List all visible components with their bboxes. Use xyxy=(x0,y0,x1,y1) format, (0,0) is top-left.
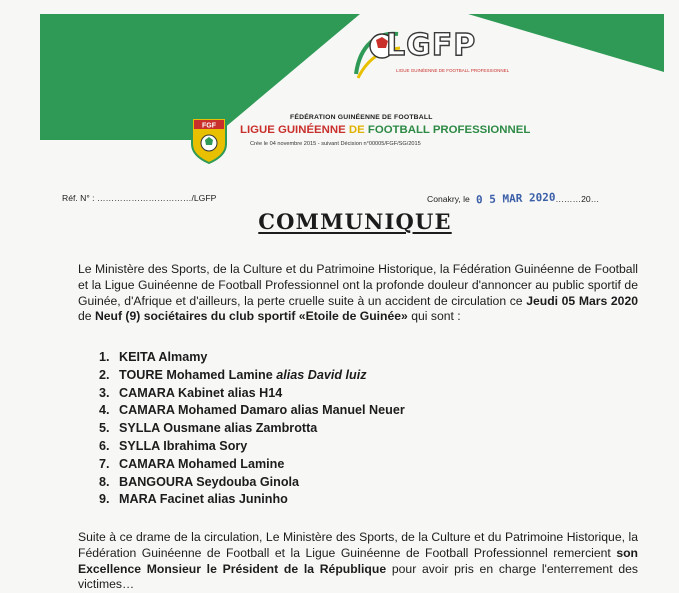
federation-name: FÉDÉRATION GUINÉENNE DE FOOTBALL xyxy=(290,114,433,121)
crest-text: FGF xyxy=(202,122,216,130)
list-item: 9. MARA Facinet alias Juninho xyxy=(99,492,288,507)
date-stamp: 0 5 MAR 2020 xyxy=(475,190,556,207)
victim-name: CAMARA Mohamed Damaro alias Manuel Neuer xyxy=(119,403,405,418)
victim-alias: alias David luiz xyxy=(276,367,367,382)
fgf-crest-icon xyxy=(190,116,228,164)
victim-name: CAMARA Kabinet alias H14 xyxy=(119,385,283,400)
victim-name: SYLLA Ibrahima Sory xyxy=(119,438,248,453)
intro-text-3: qui sont : xyxy=(407,309,461,324)
year-suffix: ………20… xyxy=(555,194,600,204)
victims-list xyxy=(99,349,405,509)
reference-number: Réf. N° : ……………………………/LGFP xyxy=(62,193,217,203)
list-item: 4. CAMARA Mohamed Damaro alias Manuel Neuer xyxy=(99,403,405,418)
victim-name: CAMARA Mohamed Lamine xyxy=(119,456,285,471)
league-name-part3: FOOTBALL PROFESSIONNEL xyxy=(367,124,531,136)
victim-name: SYLLA Ousmane alias Zambrotta xyxy=(119,421,318,436)
intro-text-1: Le Ministère des Sports, de la Culture et du Patrimoine Historique, la Fédération Guinéenne de Football et la Ligue Guinéenne de Football Professionnel ont la profonde douleur d'annoncer au public sportif de Guinée, d'Afrique et d'ailleurs, la perte cruelle suite à un accident de circulation ce xyxy=(78,262,638,308)
victim-name: KEITA Almamy xyxy=(119,350,208,364)
closing-text-2: pour avoir pris en charge l'enterrement des victimes… xyxy=(78,561,638,592)
list-item: 6. SYLLA Ibrahima Sory xyxy=(99,438,248,453)
logo-subtitle: LIGUE GUINÉENNE DE FOOTBALL PROFESSIONNEL xyxy=(396,68,510,73)
document-title: COMMUNIQUE xyxy=(258,209,452,234)
league-name-part2: DE xyxy=(348,124,365,136)
closing-text-1: Suite à ce drame de la circulation, Le Ministère des Sports, de la Culture et du Patrimoine Historique, la Fédération Guinéenne de Football et la Ligue Guinéenne de Football Professionnel remercient xyxy=(78,530,638,560)
intro-club: Neuf (9) sociétaires du club sportif «Etoile de Guinée» xyxy=(94,309,408,324)
lgfp-logo xyxy=(348,24,510,86)
list-item: 7. CAMARA Mohamed Lamine xyxy=(99,456,285,471)
closing-president: son Excellence Monsieur le Président de la République xyxy=(78,545,638,576)
list-item: 5. SYLLA Ousmane alias Zambrotta xyxy=(99,421,318,436)
intro-text-2: de xyxy=(78,309,95,324)
creation-note: Crée le 04 novembre 2015 - suivant Décision n°00005/FGF/SG/2015 xyxy=(250,141,421,147)
intro-paragraph xyxy=(78,262,638,325)
closing-paragraph xyxy=(78,530,638,593)
logo-text: LGFP xyxy=(386,28,477,63)
victim-name: MARA Facinet alias Juninho xyxy=(119,492,288,507)
list-item: 2. TOURE Mohamed Lamine alias David luiz xyxy=(99,367,367,382)
victim-name: TOURE Mohamed Lamine xyxy=(119,367,277,382)
league-name-part1: LIGUE GUINÉENNE xyxy=(240,124,346,136)
list-item: 3. CAMARA Kabinet alias H14 xyxy=(99,385,283,400)
list-item: 8. BANGOURA Seydouba Ginola xyxy=(99,474,300,489)
city-label: Conakry, le xyxy=(427,194,470,204)
intro-date: Jeudi 05 Mars 2020 xyxy=(526,293,638,308)
league-name xyxy=(240,124,530,136)
list-item: 1. KEITA Almamy xyxy=(99,350,208,364)
victim-name: BANGOURA Seydouba Ginola xyxy=(119,474,300,489)
date-line xyxy=(427,192,599,205)
